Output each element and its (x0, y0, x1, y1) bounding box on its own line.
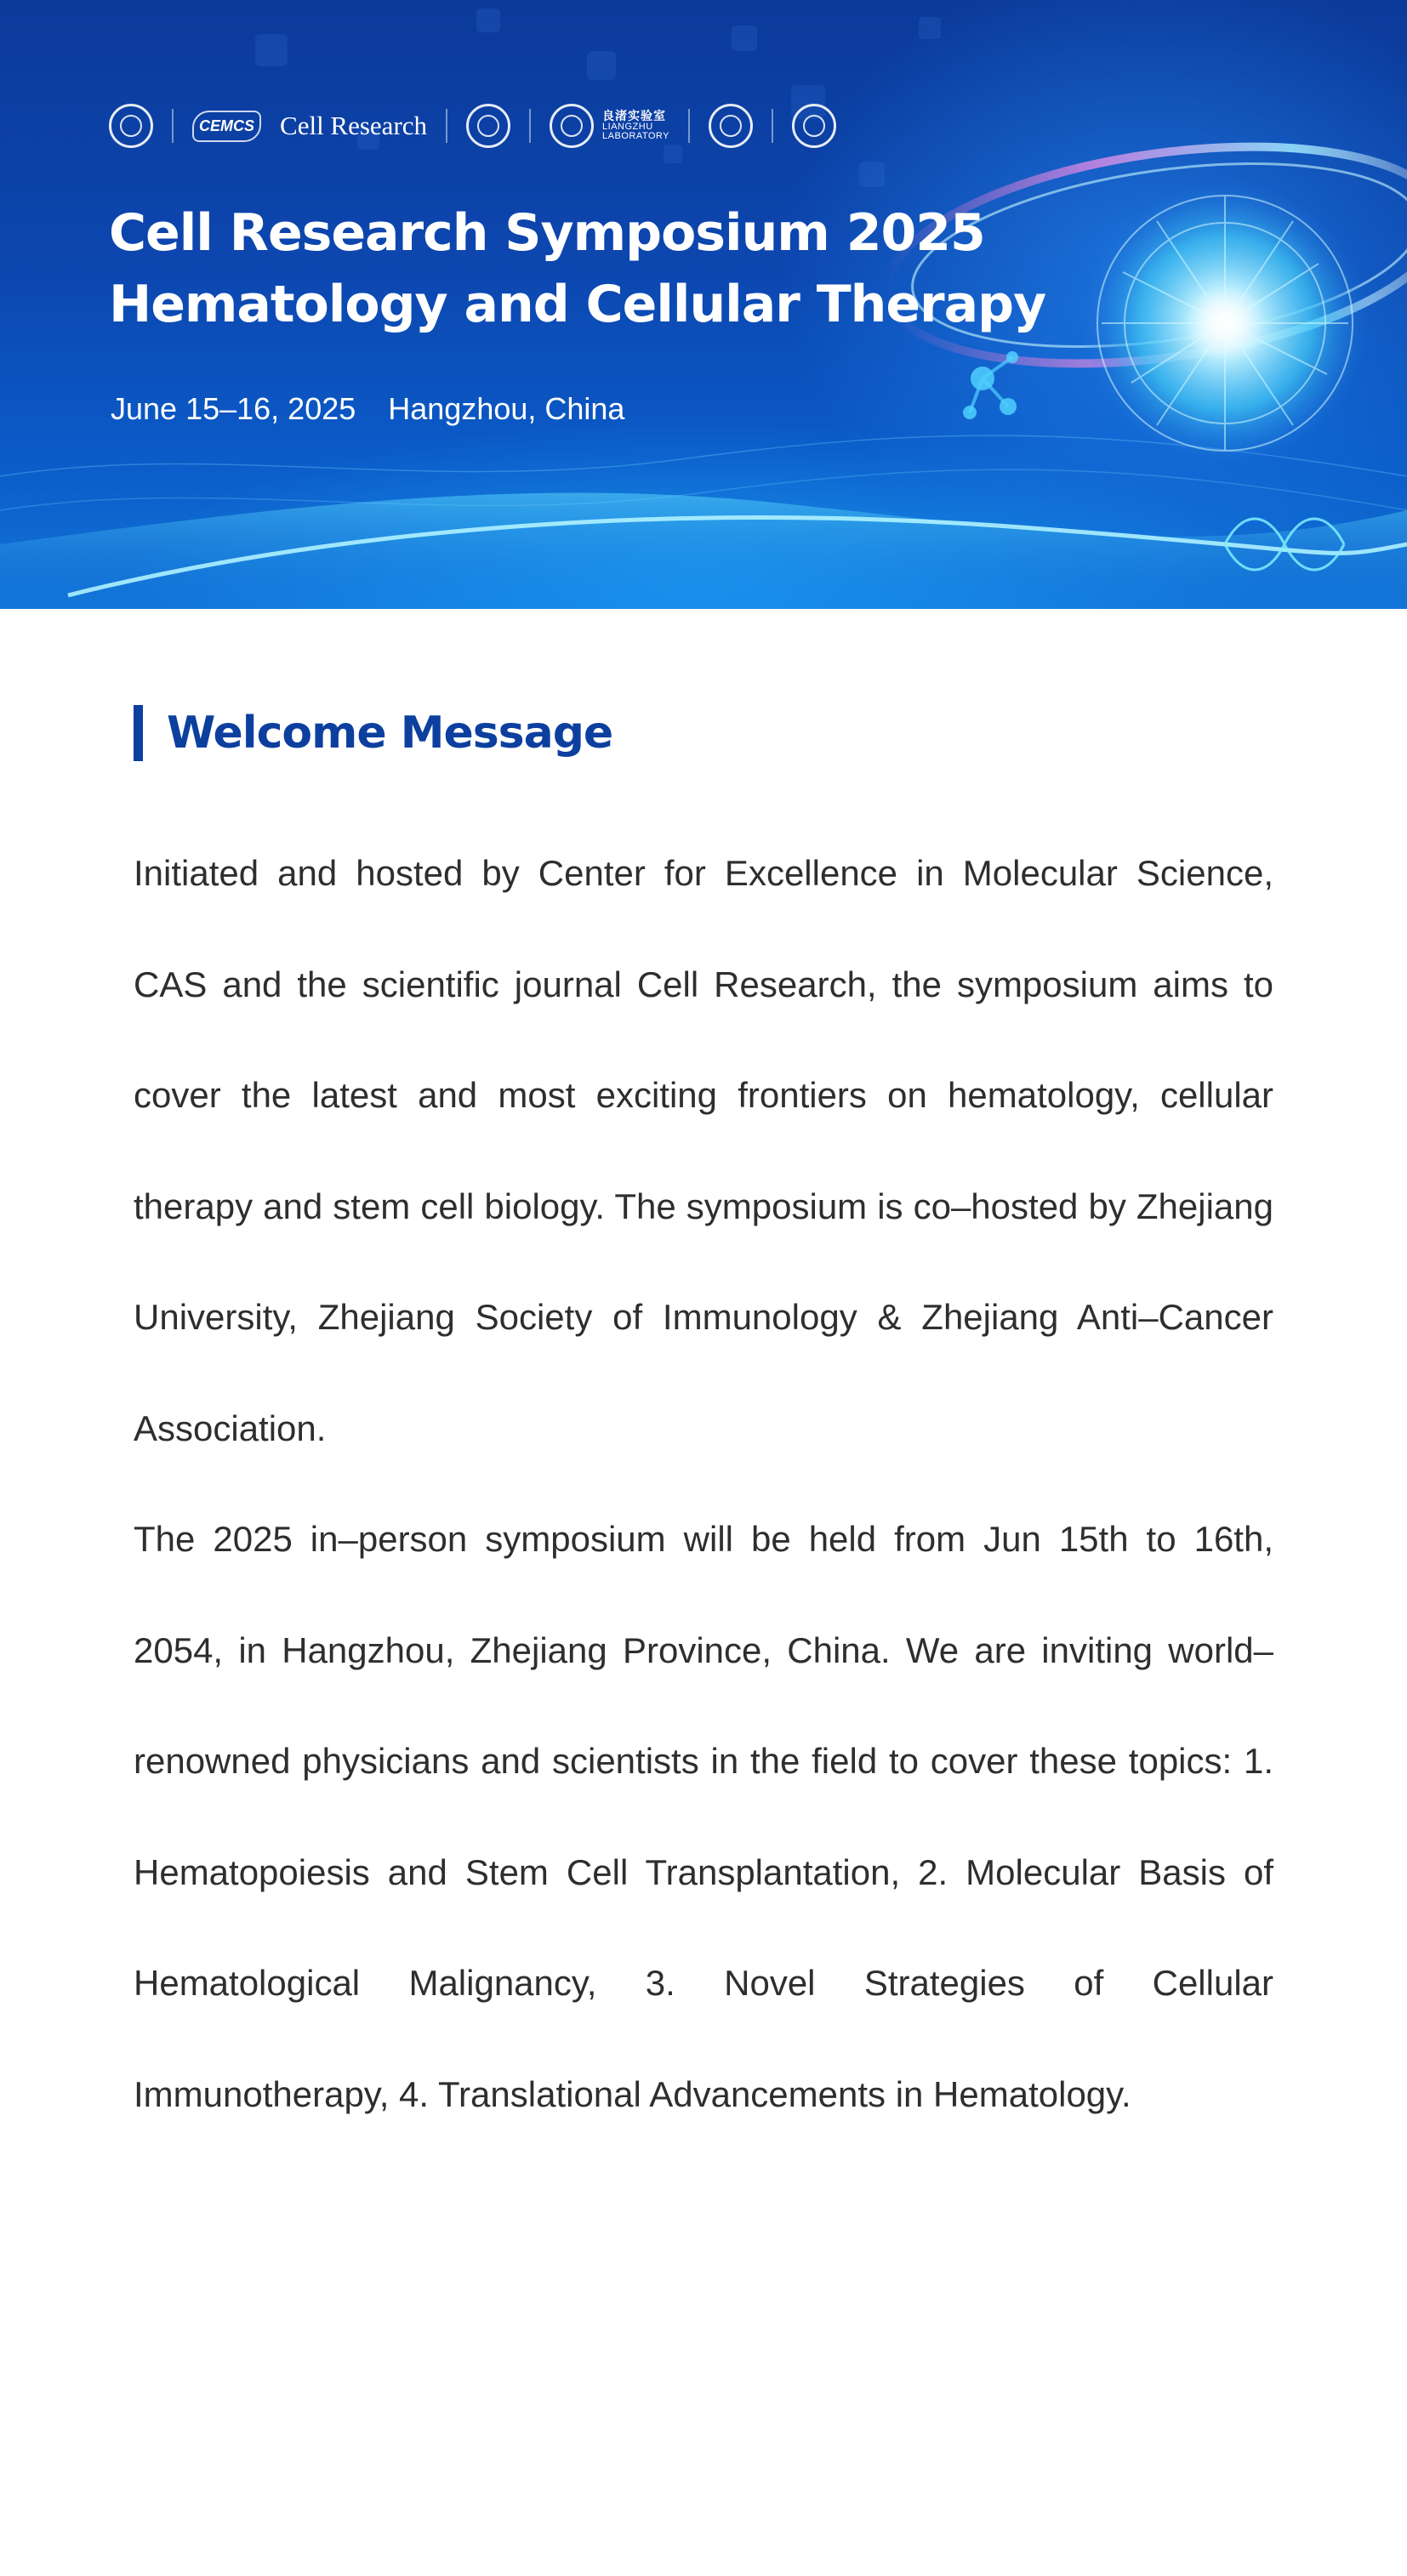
liangzhu-laboratory-logo (550, 104, 669, 148)
logo-divider (446, 109, 447, 143)
liangzhu-logo-cn: 良渚实验室 (602, 109, 667, 123)
cell-research-logo: Cell Research (280, 111, 428, 140)
title-line-1: Cell Research Symposium 2025 (109, 203, 985, 263)
logo-divider (772, 109, 773, 143)
hero-banner (0, 0, 1407, 609)
event-date: June 15–16, 2025 (111, 391, 356, 426)
heading-accent-bar (134, 705, 143, 761)
title-line-2: Hematology and Cellular Therapy (109, 275, 1046, 334)
welcome-paragraph-2: The 2025 in–person symposium will be held from Jun 15th to 16th, 2054, in Hangzhou, Zhejiang Province, China. We are inviting world–renowned physicians and scientists in the field to cover these topics: 1. Hematopoiesis and Stem Cell Transplantation, 2. Molecular Basis of Hematological Malignancy, 3. Novel Strategies of Cellular Immunotherapy, 4. Translational Advancements in Hematology. (134, 1519, 1273, 2114)
liangzhu-logo-en-2: LABORATORY (602, 131, 670, 142)
welcome-heading-text: Welcome Message (167, 708, 613, 759)
event-location: Hangzhou, China (388, 391, 625, 426)
welcome-body (134, 818, 1273, 2150)
liangzhu-logo-en-1: LIANGZHU (602, 121, 653, 132)
liangzhu-emblem-icon (550, 104, 594, 148)
event-meta (111, 391, 624, 427)
cas-emblem-icon (109, 104, 153, 148)
logo-divider (172, 109, 174, 143)
society-emblem-icon (709, 104, 753, 148)
association-emblem-icon (792, 104, 836, 148)
cemcs-logo: CEMCS (192, 111, 261, 142)
logo-divider (688, 109, 690, 143)
zhejiang-university-emblem-icon (466, 104, 510, 148)
symposium-title (109, 197, 1045, 340)
partner-logos (109, 100, 836, 151)
welcome-paragraph-1: Initiated and hosted by Center for Excellence in Molecular Science, CAS and the scientific journal Cell Research, the symposium aims to cover the latest and most exciting frontiers on hematology, cellular therapy and stem cell biology. The symposium is co–hosted by Zhejiang University, Zhejiang Society of Immunology & Zhejiang Anti–Cancer Association. (134, 853, 1273, 1448)
section-heading (134, 704, 612, 762)
logo-divider (529, 109, 531, 143)
